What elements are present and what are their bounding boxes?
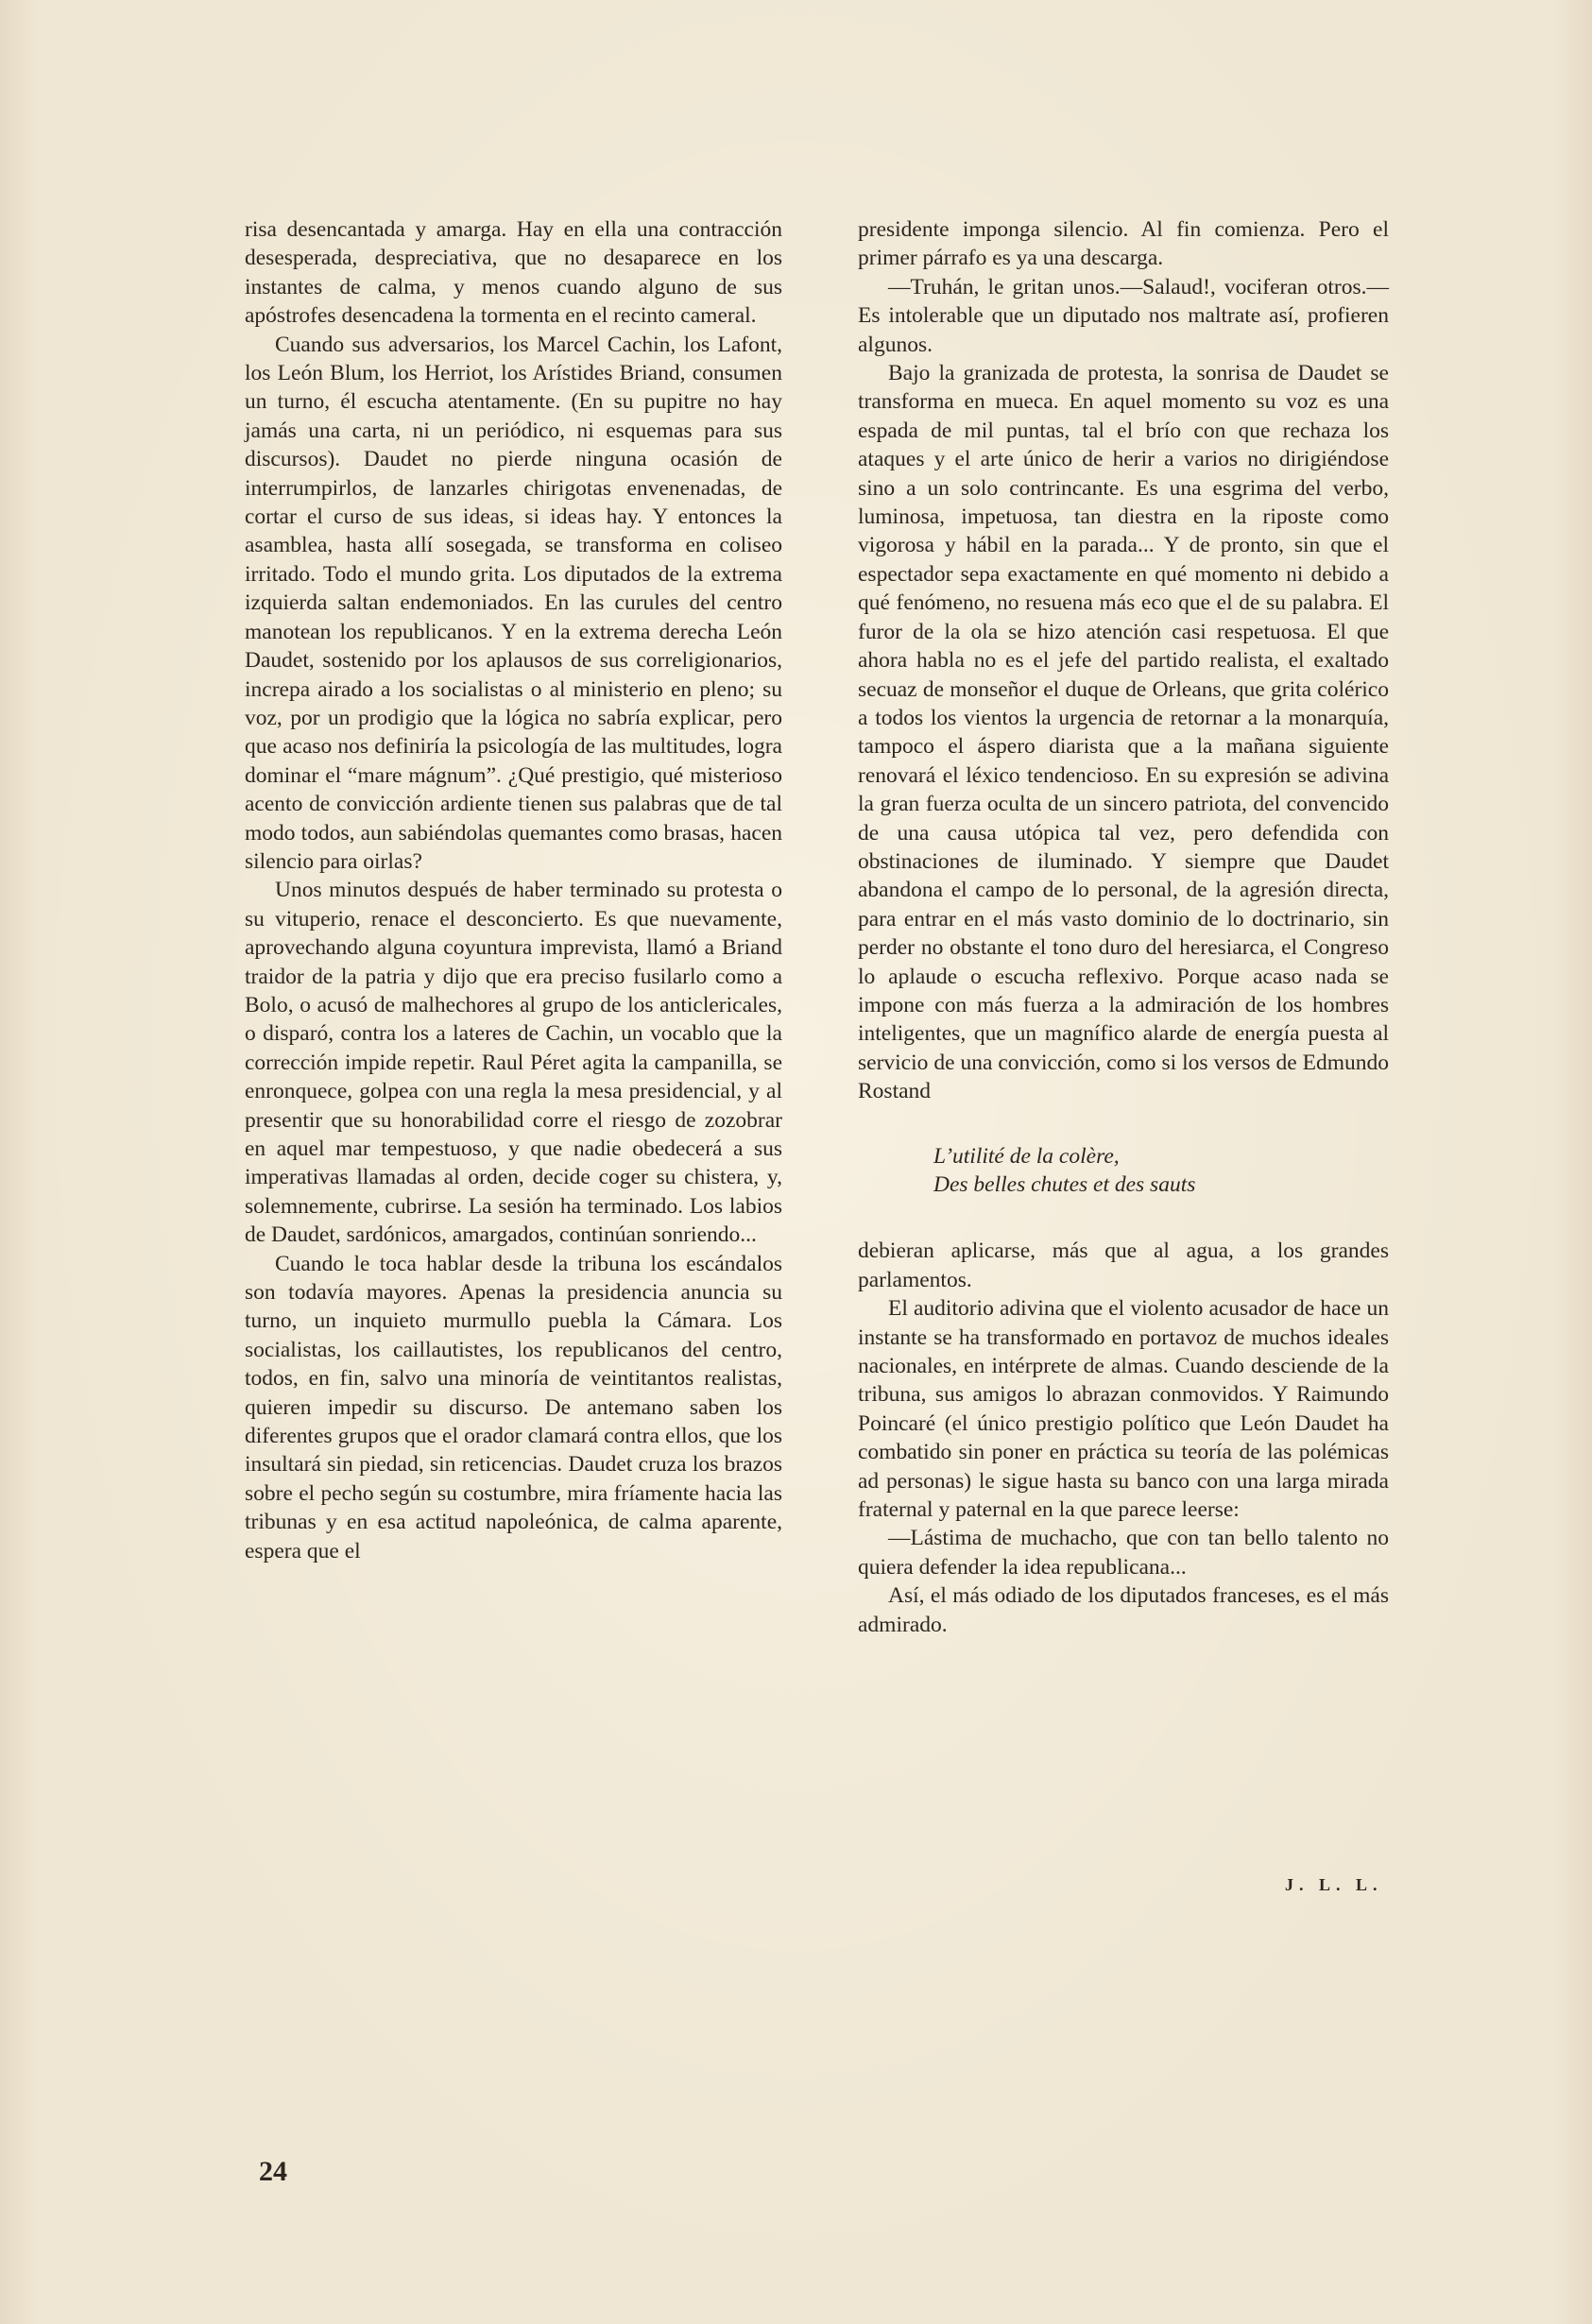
page-number: 24 [259,2156,287,2187]
paragraph: —Lástima de muchacho, que con tan bello talento no quiera defender la idea republicana... [858,1526,1389,1580]
paragraph: Cuando le toca hablar desde la tribuna los escándalos son todavía mayores. Apenas la presidencia anuncia su turno, un inquieto murmullo puebla la Cámara. Los socialistas, los caillautistes, los republicanos del centro, todos, en fin, salvo una minoría de veintitantos realistas, quieren impedir su discurso. De antemano saben los diferentes grupos que el orador clamará contra ellos, que los insultará sin piedad, sin reticencias. Daudet cruza los brazos sobre el pecho según su costumbre, mira fríamente hacia las tribunas y en esa actitud napoleónica, de calma aparente, espera que el [245,1251,782,1564]
paragraph: presidente imponga silencio. Al fin comienza. Pero el primer párrafo es ya una descarga. [858,217,1389,271]
paragraph: Unos minutos después de haber terminado su protesta o su vituperio, renace el desconcierto. Es que nuevamente, aprovechando alguna coyuntura imprevista, llamó a Briand traidor de la patria y dijo que era preciso fusilarlo como a Bolo, o acusó de malhechores al grupo de los anticlericales, o disparó, contra los a lateres de Cachin, un vocablo que la corrección impide repetir. Raul Péret agita la campanilla, se enronquece, golpea con una regla la mesa presidencial, y al presentir que su honorabilidad corre el riesgo de zozobrar en aquel mar tempestuoso, y que nadie obedecerá a sus imperativas llamadas al orden, decide coger su chistera, y, solemnemente, cubrirse. La sesión ha terminado. Los labios de Daudet, sardónicos, amargados, continúan sonriendo... [245,878,782,1248]
paragraph: risa desencantada y amarga. Hay en ella una contracción desesperada, despreciativa, que no desaparece en los instantes de calma, y menos cuando alguno de sus apóstrofes desencadena la tormenta en el recinto cameral. [245,217,782,329]
author-signature: J. L. L. [1285,1875,1383,1894]
verse-line: Des belles chutes et des sauts [933,1172,1196,1197]
paragraph: Así, el más odiado de los diputados franceses, es el más admirado. [858,1583,1389,1637]
left-column [245,215,782,1565]
verse-line: L’utilité de la colère, [933,1143,1120,1169]
paragraph: El auditorio adivina que el violento acusador de hace un instante se ha transformado en portavoz de muchos ideales nacionales, en intérprete de almas. Cuando desciende de la tribuna, sus amigos lo abrazan conmovidos. Y Raimundo Poincaré (el único prestigio político que León Daudet ha combatido sin poner en práctica su teoría de las polémicas ad personas) le sigue hasta su banco con una larga mirada fraternal y paternal en la que parece leerse: [858,1296,1389,1523]
paragraph: debieran aplicarse, más que al agua, a los grandes parlamentos. [858,1239,1389,1292]
paragraph: —Truhán, le gritan unos.—Salaud!, vociferan otros.—Es intolerable que un diputado nos maltrate así, profieren algunos. [858,274,1389,357]
right-column [858,215,1389,1639]
paragraph: Bajo la granizada de protesta, la sonrisa de Daudet se transforma en mueca. En aquel momento su voz es una espada de mil puntas, tal el brío con que rechaza los ataques y el arte único de herir a varios no dirigiéndose sino a un solo contrincante. Es una esgrima del verbo, luminosa, impetuosa, tan diestra en la riposte como vigorosa y hábil en la parada... Y de pronto, sin que el espectador sepa exactamente en qué momento ni debido a qué fenómeno, no resuena más eco que el de su palabra. El furor de la ola se hizo atención casi respetuosa. El que ahora habla no es el jefe del partido realista, el exaltado secuaz de monseñor el duque de Orleans, que grita colérico a todos los vientos la urgencia de retornar a la monarquía, tampoco el áspero diarista que a la mañana siguiente renovará el léxico tendencioso. En su expresión se adivina la gran fuerza oculta de un sincero patriota, del convencido de una causa utópica tal vez, pero defendida con obstinaciones de iluminado. Y siempre que Daudet abandona el campo de lo personal, de la agresión directa, para entrar en el más vasto dominio de lo doctrinario, sin perder no obstante el tono duro del heresiarca, el Congreso lo aplaude o escucha reflexivo. Porque acaso nada se impone con más fuerza a la admiración de los hombres inteligentes, que un magnífico alarde de energía puesta al servicio de una convicción, como si los versos de Edmundo Rostand [858,361,1389,1104]
verse-quote [933,1142,1389,1200]
paragraph: Cuando sus adversarios, los Marcel Cachin, los Lafont, los León Blum, los Herriot, los Arístides Briand, consumen un turno, él escucha atentamente. (En su pupitre no hay jamás una carta, ni un periódico, ni esquemas para sus discursos). Daudet no pierde ninguna ocasión de interrumpirlos, de lanzarles chirigotas envenenadas, de cortar el curso de sus ideas, si ideas hay. Y entonces la asamblea, hasta allí sosegada, se transforma en coliseo irritado. Todo el mundo grita. Los diputados de la extrema izquierda saltan endemoniados. En las curules del centro manotean los republicanos. Y en la extrema derecha León Daudet, sostenido por los aplausos de sus correligionarios, increpa airado a los socialistas o al ministerio en pleno; su voz, por un prodigio que la lógica no sabría explicar, pero que acaso nos definiría la psicología de las multitudes, logra dominar el “mare mágnum”. ¿Qué prestigio, qué misterioso acento de convicción ardiente tienen sus palabras que de tal modo todos, aun sabiéndolas quemantes como brasas, hacen silencio para oirlas? [245,332,782,874]
